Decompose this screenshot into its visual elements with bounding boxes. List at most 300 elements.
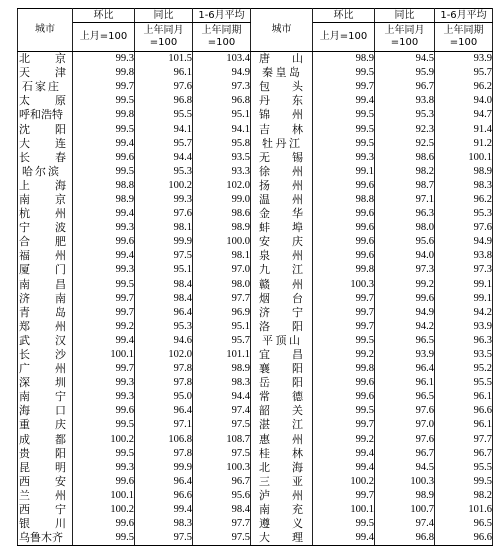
yoy-index: 102.0 xyxy=(135,348,193,362)
city-name: 湛江 xyxy=(259,418,303,432)
table-row xyxy=(18,221,493,235)
yoy-index: 95.3 xyxy=(375,108,435,122)
yoy-index: 96.8 xyxy=(375,531,435,546)
yoy-index: 95.0 xyxy=(135,390,193,404)
table-row xyxy=(18,320,493,334)
city-name: 宜昌 xyxy=(259,348,303,362)
mom-index: 99.3 xyxy=(73,461,135,475)
mom-index: 100.3 xyxy=(313,278,375,292)
city-name: 九江 xyxy=(259,263,303,277)
yoy-index: 94.1 xyxy=(135,122,193,136)
yoy-index: 96.4 xyxy=(135,475,193,489)
mom-index: 99.4 xyxy=(313,531,375,546)
city-name: 贵阳 xyxy=(19,446,66,460)
yoy-index: 92.3 xyxy=(375,122,435,136)
table-row xyxy=(18,151,493,165)
right-city-cell xyxy=(251,475,313,489)
city-name: 杭州 xyxy=(19,207,66,221)
yoy-index: 94.0 xyxy=(375,249,435,263)
left-city-cell xyxy=(18,292,73,306)
avg-index: 98.9 xyxy=(193,362,251,376)
yoy-index: 97.6 xyxy=(135,80,193,94)
city-name: 惠州 xyxy=(259,432,303,446)
city-name: 长春 xyxy=(19,150,66,164)
left-city-cell xyxy=(18,94,73,108)
mom-index: 98.9 xyxy=(313,52,375,67)
city-name: 秦皇岛 xyxy=(262,66,300,80)
city-name: 兰州 xyxy=(19,488,66,502)
table-header xyxy=(18,9,493,52)
avg-index: 93.9 xyxy=(435,52,493,67)
price-index-table xyxy=(17,8,493,546)
yoy-index: 97.8 xyxy=(135,447,193,461)
city-name: 扬州 xyxy=(259,178,303,192)
avg-index: 95.8 xyxy=(193,137,251,151)
yoy-index: 94.5 xyxy=(375,52,435,67)
table-row xyxy=(18,348,493,362)
yoy-index: 95.5 xyxy=(135,108,193,122)
mom-index: 99.5 xyxy=(313,404,375,418)
avg-index: 100.3 xyxy=(193,461,251,475)
city-name: 蚌埠 xyxy=(259,221,303,235)
yoy-index: 98.6 xyxy=(375,151,435,165)
left-city-cell xyxy=(18,376,73,390)
left-city-cell xyxy=(18,249,73,263)
header-avg-left: 1-6月平均 xyxy=(193,9,251,23)
table-row xyxy=(18,137,493,151)
left-city-cell xyxy=(18,278,73,292)
table-row xyxy=(18,489,493,503)
avg-index: 97.5 xyxy=(193,447,251,461)
right-city-cell xyxy=(251,193,313,207)
table-row xyxy=(18,165,493,179)
table-row xyxy=(18,418,493,432)
city-name: 济宁 xyxy=(259,305,303,319)
table-row xyxy=(18,52,493,67)
avg-index: 94.2 xyxy=(435,306,493,320)
yoy-index: 96.5 xyxy=(375,334,435,348)
avg-index: 98.9 xyxy=(193,221,251,235)
yoy-base-line1: 上年同月 xyxy=(384,25,425,36)
avg-index: 100.0 xyxy=(193,235,251,249)
avg-index: 97.3 xyxy=(435,263,493,277)
yoy-index: 97.0 xyxy=(375,418,435,432)
avg-index: 99.1 xyxy=(435,292,493,306)
right-city-cell xyxy=(251,306,313,320)
mom-index: 99.7 xyxy=(73,292,135,306)
avg-index: 98.3 xyxy=(193,376,251,390)
left-city-cell xyxy=(18,390,73,404)
mom-index: 99.5 xyxy=(313,517,375,531)
header-avg-right: 1-6月平均 xyxy=(435,9,493,23)
header-mom-right: 环比 xyxy=(313,9,375,23)
yoy-index: 99.9 xyxy=(135,461,193,475)
right-city-cell xyxy=(251,66,313,80)
table-row xyxy=(18,531,493,546)
header-yoy-base-left xyxy=(135,23,193,52)
avg-index: 98.4 xyxy=(193,503,251,517)
mom-index: 99.7 xyxy=(313,292,375,306)
avg-index: 93.3 xyxy=(193,165,251,179)
mom-index: 99.3 xyxy=(73,263,135,277)
yoy-index: 99.4 xyxy=(135,503,193,517)
yoy-index: 97.6 xyxy=(375,404,435,418)
yoy-index: 96.4 xyxy=(135,306,193,320)
mom-index: 99.3 xyxy=(73,52,135,67)
avg-index: 103.4 xyxy=(193,52,251,67)
table-row xyxy=(18,517,493,531)
yoy-index: 96.4 xyxy=(135,404,193,418)
mom-index: 99.5 xyxy=(313,334,375,348)
mom-index: 99.2 xyxy=(313,348,375,362)
table-row xyxy=(18,249,493,263)
mom-index: 99.6 xyxy=(313,207,375,221)
right-city-cell xyxy=(251,52,313,67)
left-city-cell xyxy=(18,235,73,249)
mom-index: 99.8 xyxy=(313,362,375,376)
mom-index: 100.2 xyxy=(73,433,135,447)
yoy-index: 97.8 xyxy=(135,376,193,390)
mom-index: 98.9 xyxy=(73,193,135,207)
city-name: 合肥 xyxy=(19,235,66,249)
header-row-titles xyxy=(18,9,493,23)
table-row xyxy=(18,475,493,489)
yoy-index: 98.9 xyxy=(375,489,435,503)
yoy-index: 97.5 xyxy=(135,249,193,263)
yoy-index: 94.2 xyxy=(375,320,435,334)
yoy-index: 98.7 xyxy=(375,179,435,193)
avg-index: 96.8 xyxy=(193,94,251,108)
header-mom-base-left: 上月=100 xyxy=(73,23,135,52)
city-name: 襄阳 xyxy=(259,362,303,376)
avg-index: 93.5 xyxy=(435,348,493,362)
mom-index: 99.4 xyxy=(313,94,375,108)
mom-index: 99.7 xyxy=(73,80,135,94)
mom-index: 99.5 xyxy=(73,278,135,292)
right-city-cell xyxy=(251,263,313,277)
city-name: 天津 xyxy=(19,66,66,80)
city-name: 洛阳 xyxy=(259,319,303,333)
right-city-cell xyxy=(251,489,313,503)
yoy-index: 99.6 xyxy=(375,292,435,306)
avg-index: 99.1 xyxy=(435,278,493,292)
city-name: 唐山 xyxy=(259,52,303,66)
avg-index: 96.6 xyxy=(435,531,493,546)
right-city-cell xyxy=(251,404,313,418)
avg-index: 97.3 xyxy=(193,80,251,94)
right-city-cell xyxy=(251,320,313,334)
avg-index: 94.9 xyxy=(435,235,493,249)
header-avg-base-left xyxy=(193,23,251,52)
avg-index: 98.2 xyxy=(435,489,493,503)
right-city-cell xyxy=(251,418,313,432)
avg-index: 96.3 xyxy=(435,334,493,348)
avg-index: 102.0 xyxy=(193,179,251,193)
right-city-cell xyxy=(251,179,313,193)
mom-index: 99.6 xyxy=(73,151,135,165)
table-row xyxy=(18,292,493,306)
left-city-cell xyxy=(18,193,73,207)
city-name: 西安 xyxy=(19,474,66,488)
table-row xyxy=(18,306,493,320)
yoy-index: 100.7 xyxy=(375,503,435,517)
mom-index: 99.7 xyxy=(313,489,375,503)
avg-index: 98.6 xyxy=(193,207,251,221)
city-name: 吉林 xyxy=(259,122,303,136)
mom-index: 99.4 xyxy=(313,461,375,475)
mom-index: 99.2 xyxy=(73,320,135,334)
left-city-cell xyxy=(18,475,73,489)
table-row xyxy=(18,263,493,277)
yoy-index: 96.3 xyxy=(375,207,435,221)
right-city-cell xyxy=(251,376,313,390)
mom-index: 100.1 xyxy=(313,503,375,517)
right-city-cell xyxy=(251,207,313,221)
city-name: 昆明 xyxy=(19,460,66,474)
right-city-cell xyxy=(251,292,313,306)
left-city-cell xyxy=(18,151,73,165)
table-row xyxy=(18,108,493,122)
right-city-cell xyxy=(251,503,313,517)
avg-index: 100.1 xyxy=(435,151,493,165)
yoy-index: 98.2 xyxy=(375,165,435,179)
city-name: 厦门 xyxy=(19,263,66,277)
mom-index: 100.1 xyxy=(73,348,135,362)
avg-index: 101.1 xyxy=(193,348,251,362)
left-city-cell xyxy=(18,531,73,546)
avg-index: 97.7 xyxy=(435,433,493,447)
avg-index: 93.9 xyxy=(435,320,493,334)
avg-index: 96.1 xyxy=(435,390,493,404)
left-city-cell xyxy=(18,52,73,67)
mom-index: 99.4 xyxy=(73,334,135,348)
city-name: 大连 xyxy=(19,136,66,150)
city-name: 长沙 xyxy=(19,348,66,362)
city-name: 北京 xyxy=(19,52,66,66)
avg-index: 97.4 xyxy=(193,404,251,418)
city-name: 牡丹江 xyxy=(262,136,300,150)
right-city-cell xyxy=(251,447,313,461)
left-city-cell xyxy=(18,66,73,80)
table-row xyxy=(18,179,493,193)
city-name: 南京 xyxy=(19,192,66,206)
left-city-cell xyxy=(18,362,73,376)
right-city-cell xyxy=(251,517,313,531)
city-name: 哈尔滨 xyxy=(22,164,59,178)
city-name: 呼和浩特 xyxy=(19,108,63,122)
yoy-index: 95.7 xyxy=(135,137,193,151)
avg-index: 95.7 xyxy=(435,66,493,80)
avg-index: 96.5 xyxy=(435,517,493,531)
yoy-index: 94.5 xyxy=(375,461,435,475)
mom-index: 99.6 xyxy=(73,517,135,531)
avg-index: 99.5 xyxy=(435,475,493,489)
table-body xyxy=(18,52,493,546)
left-city-cell xyxy=(18,348,73,362)
avg-index: 97.7 xyxy=(193,292,251,306)
yoy-index: 97.8 xyxy=(135,362,193,376)
yoy-index: 95.1 xyxy=(135,263,193,277)
header-yoy-base-right xyxy=(375,23,435,52)
avg-index: 95.3 xyxy=(435,207,493,221)
city-name: 赣州 xyxy=(259,277,303,291)
mom-index: 99.8 xyxy=(313,263,375,277)
avg-index: 97.6 xyxy=(435,221,493,235)
city-name: 石家庄 xyxy=(22,80,59,94)
city-name: 丹东 xyxy=(259,94,303,108)
mom-index: 99.8 xyxy=(73,108,135,122)
avg-index: 96.6 xyxy=(435,404,493,418)
avg-index: 95.6 xyxy=(193,489,251,503)
right-city-cell xyxy=(251,334,313,348)
yoy-index: 97.5 xyxy=(135,531,193,546)
city-name: 银川 xyxy=(19,517,66,531)
right-city-cell xyxy=(251,221,313,235)
right-city-cell xyxy=(251,348,313,362)
avg-index: 96.9 xyxy=(193,306,251,320)
avg-index: 91.2 xyxy=(435,137,493,151)
mom-index: 99.4 xyxy=(73,137,135,151)
mom-index: 99.6 xyxy=(313,179,375,193)
left-city-cell xyxy=(18,461,73,475)
left-city-cell xyxy=(18,137,73,151)
mom-index: 99.2 xyxy=(313,433,375,447)
mom-index: 99.5 xyxy=(73,122,135,136)
city-name: 太原 xyxy=(19,94,66,108)
mom-index: 99.5 xyxy=(73,447,135,461)
avg-index: 101.6 xyxy=(435,503,493,517)
right-city-cell xyxy=(251,278,313,292)
yoy-index: 95.9 xyxy=(375,66,435,80)
city-name: 桂林 xyxy=(259,446,303,460)
table-row xyxy=(18,193,493,207)
mom-index: 99.6 xyxy=(73,475,135,489)
mom-index: 100.2 xyxy=(73,503,135,517)
left-city-cell xyxy=(18,122,73,136)
mom-index: 100.2 xyxy=(313,475,375,489)
mom-index: 99.1 xyxy=(313,165,375,179)
mom-index: 99.5 xyxy=(73,531,135,546)
left-city-cell xyxy=(18,108,73,122)
left-city-cell xyxy=(18,263,73,277)
header-avg-base-right xyxy=(435,23,493,52)
left-city-cell xyxy=(18,320,73,334)
avg-index: 95.5 xyxy=(435,461,493,475)
yoy-index: 99.9 xyxy=(135,235,193,249)
mom-index: 99.3 xyxy=(73,376,135,390)
table-row xyxy=(18,94,493,108)
city-name: 遵义 xyxy=(259,517,303,531)
right-city-cell xyxy=(251,362,313,376)
city-name: 锦州 xyxy=(259,108,303,122)
city-name: 南宁 xyxy=(19,390,66,404)
left-city-cell xyxy=(18,517,73,531)
city-name: 宁波 xyxy=(19,221,66,235)
mom-index: 99.6 xyxy=(313,249,375,263)
mom-index: 99.3 xyxy=(73,390,135,404)
header-mom-left: 环比 xyxy=(73,9,135,23)
left-city-cell xyxy=(18,207,73,221)
yoy-index: 99.2 xyxy=(375,278,435,292)
avg-index: 95.1 xyxy=(193,320,251,334)
left-city-cell xyxy=(18,306,73,320)
left-city-cell xyxy=(18,447,73,461)
mom-index: 99.7 xyxy=(73,306,135,320)
table-row xyxy=(18,235,493,249)
city-name: 广州 xyxy=(19,362,66,376)
mom-index: 99.6 xyxy=(73,404,135,418)
yoy-index: 95.6 xyxy=(375,235,435,249)
table-row xyxy=(18,404,493,418)
avg-index: 96.1 xyxy=(435,418,493,432)
city-name: 上海 xyxy=(19,178,66,192)
left-city-cell xyxy=(18,221,73,235)
mom-index: 99.6 xyxy=(313,376,375,390)
yoy-index: 96.6 xyxy=(135,489,193,503)
avg-index: 94.9 xyxy=(193,66,251,80)
yoy-index: 96.8 xyxy=(135,94,193,108)
mom-index: 99.7 xyxy=(313,306,375,320)
right-city-cell xyxy=(251,137,313,151)
yoy-index: 97.6 xyxy=(375,433,435,447)
yoy-index: 97.1 xyxy=(375,193,435,207)
city-name: 乌鲁木齐 xyxy=(19,531,63,545)
left-city-cell xyxy=(18,503,73,517)
table-row xyxy=(18,80,493,94)
mom-index: 99.4 xyxy=(313,447,375,461)
yoy-index: 97.6 xyxy=(135,207,193,221)
mom-index: 99.3 xyxy=(313,151,375,165)
right-city-cell xyxy=(251,433,313,447)
city-name: 徐州 xyxy=(259,164,303,178)
yoy-index: 94.4 xyxy=(135,151,193,165)
table-row xyxy=(18,207,493,221)
mom-index: 99.6 xyxy=(313,235,375,249)
city-name: 西宁 xyxy=(19,503,66,517)
city-name: 郑州 xyxy=(19,319,66,333)
left-city-cell xyxy=(18,433,73,447)
city-name: 包头 xyxy=(259,80,303,94)
city-name: 韶关 xyxy=(259,404,303,418)
yoy-index: 98.1 xyxy=(135,221,193,235)
city-name: 海口 xyxy=(19,404,66,418)
table-row xyxy=(18,66,493,80)
mom-index: 99.5 xyxy=(73,418,135,432)
yoy-index: 95.3 xyxy=(135,165,193,179)
yoy-index: 97.4 xyxy=(375,517,435,531)
city-name: 安庆 xyxy=(259,235,303,249)
yoy-index: 96.5 xyxy=(375,390,435,404)
yoy-index: 97.3 xyxy=(375,263,435,277)
city-name: 岳阳 xyxy=(259,376,303,390)
right-city-cell xyxy=(251,108,313,122)
avg-index: 97.5 xyxy=(193,418,251,432)
avg-index: 95.7 xyxy=(193,334,251,348)
left-city-cell xyxy=(18,179,73,193)
yoy-index: 99.3 xyxy=(135,193,193,207)
mom-index: 99.5 xyxy=(313,108,375,122)
right-city-cell xyxy=(251,94,313,108)
left-city-cell xyxy=(18,334,73,348)
header-yoy-left: 同比 xyxy=(135,9,193,23)
yoy-index: 93.9 xyxy=(375,348,435,362)
mom-index: 99.6 xyxy=(73,235,135,249)
city-name: 沈阳 xyxy=(19,122,66,136)
mom-index: 99.5 xyxy=(313,122,375,136)
city-name: 福州 xyxy=(19,249,66,263)
avg-index: 96.2 xyxy=(435,193,493,207)
avg-index: 96.7 xyxy=(435,447,493,461)
